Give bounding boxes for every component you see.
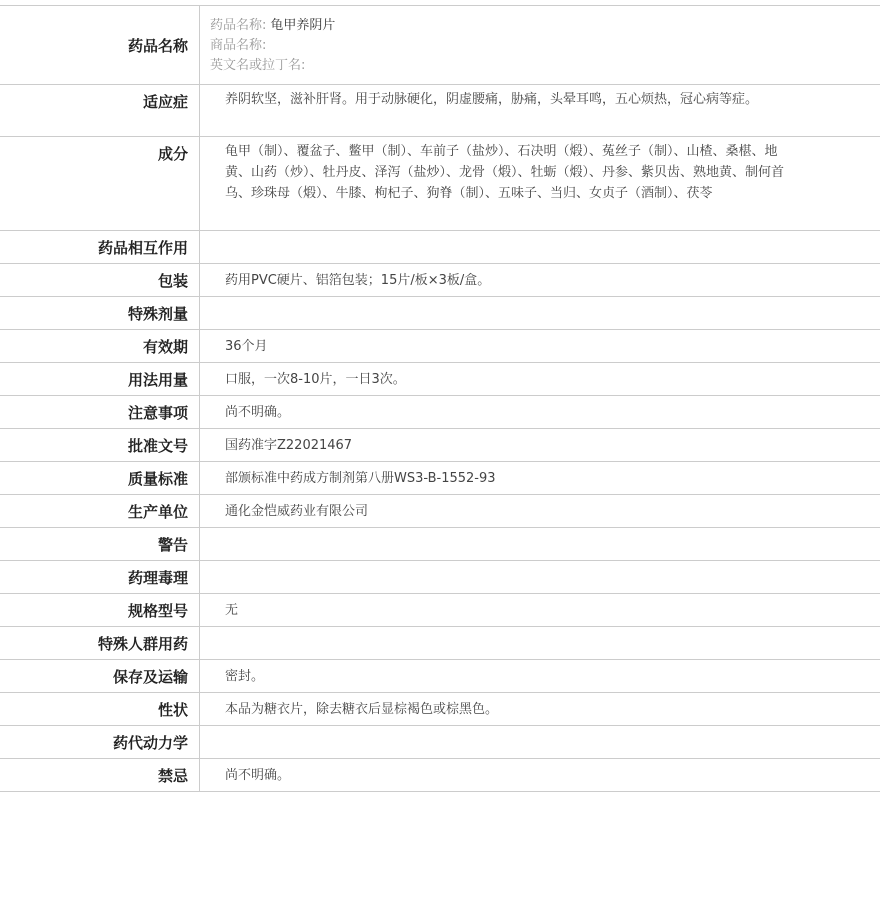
row-label: 药品相互作用	[0, 231, 200, 263]
row-label: 特殊剂量	[0, 297, 200, 329]
row-label: 警告	[0, 528, 200, 560]
row-label: 保存及运输	[0, 660, 200, 692]
row-value	[200, 726, 880, 758]
row-value: 36个月	[225, 338, 268, 354]
row-label: 规格型号	[0, 594, 200, 626]
row-value	[200, 627, 880, 659]
row-label: 成分	[0, 137, 200, 230]
row-value: 密封。	[225, 668, 265, 684]
row-label: 包装	[0, 264, 200, 296]
row-value: 部颁标准中药成方制剂第八册WS3-B-1552-93	[225, 470, 496, 486]
storage-transport-row	[0, 660, 880, 693]
warning-row	[0, 528, 880, 561]
manufacturer-row	[0, 495, 880, 528]
contraindications-row	[0, 759, 880, 792]
english-name-key: 英文名或拉丁名:	[210, 58, 306, 73]
row-value: 通化金恺威药业有限公司	[225, 503, 369, 519]
pharmacokinetics-row	[0, 726, 880, 759]
row-value: 尚不明确。	[225, 767, 291, 783]
indications-row	[0, 85, 880, 137]
special-population-row	[0, 627, 880, 660]
row-value	[200, 561, 880, 593]
row-value: 口服，一次8-10片，一日3次。	[225, 371, 406, 387]
row-label: 特殊人群用药	[0, 627, 200, 659]
precautions-row	[0, 396, 880, 429]
trade-name-line	[210, 36, 880, 56]
interactions-row	[0, 231, 880, 264]
generic-name-line	[210, 16, 880, 36]
row-label: 批准文号	[0, 429, 200, 461]
generic-name-key: 药品名称:	[210, 18, 267, 33]
row-label: 药理毒理	[0, 561, 200, 593]
drug-name-row	[0, 6, 880, 85]
drug-name-cell	[200, 6, 880, 84]
dosage-row	[0, 363, 880, 396]
row-label: 注意事项	[0, 396, 200, 428]
row-value	[200, 297, 880, 329]
quality-standard-row	[0, 462, 880, 495]
english-name-line	[210, 56, 880, 76]
row-label: 性状	[0, 693, 200, 725]
row-label: 药代动力学	[0, 726, 200, 758]
approval-number-row	[0, 429, 880, 462]
row-value: 尚不明确。	[225, 404, 291, 420]
pharmacology-toxicology-row	[0, 561, 880, 594]
row-value	[200, 231, 880, 263]
row-value: 本品为糖衣片，除去糖衣后显棕褐色或棕黑色。	[225, 701, 499, 717]
ingredients-row	[0, 137, 880, 231]
row-label: 生产单位	[0, 495, 200, 527]
row-label: 有效期	[0, 330, 200, 362]
drug-info-table	[0, 5, 880, 792]
row-label: 禁忌	[0, 759, 200, 791]
row-value: 养阴软坚，滋补肝肾。用于动脉硬化，阴虚腰痛，胁痛，头晕耳鸣，五心烦热，冠心病等症。	[225, 92, 759, 107]
row-label: 药品名称	[0, 6, 200, 84]
row-value: 药用PVC硬片、铝箔包装；15片/板×3板/盒。	[225, 272, 491, 288]
row-label: 适应症	[0, 85, 200, 136]
description-row	[0, 693, 880, 726]
row-value: 无	[225, 602, 239, 618]
row-value: 国药准字Z22021467	[225, 437, 353, 453]
special-dosage-row	[0, 297, 880, 330]
specification-row	[0, 594, 880, 627]
shelf-life-row	[0, 330, 880, 363]
trade-name-key: 商品名称:	[210, 38, 267, 53]
row-label: 用法用量	[0, 363, 200, 395]
packaging-row	[0, 264, 880, 297]
row-value	[200, 528, 880, 560]
generic-name-value: 龟甲养阴片	[270, 18, 336, 33]
row-label: 质量标准	[0, 462, 200, 494]
row-value: 龟甲（制）、覆盆子、鳖甲（制）、车前子（盐炒）、石决明（煅）、菟丝子（制）、山楂、桑椹、地黄、山药（炒）、牡丹皮、泽泻（盐炒）、龙骨（煅）、牡蛎（煅）、丹参、紫贝齿、熟地黄、制何首乌、珍珠母（煅）、牛膝、枸杞子、狗脊（制）、五味子、当归、女贞子（酒制）、茯苓	[225, 144, 785, 201]
